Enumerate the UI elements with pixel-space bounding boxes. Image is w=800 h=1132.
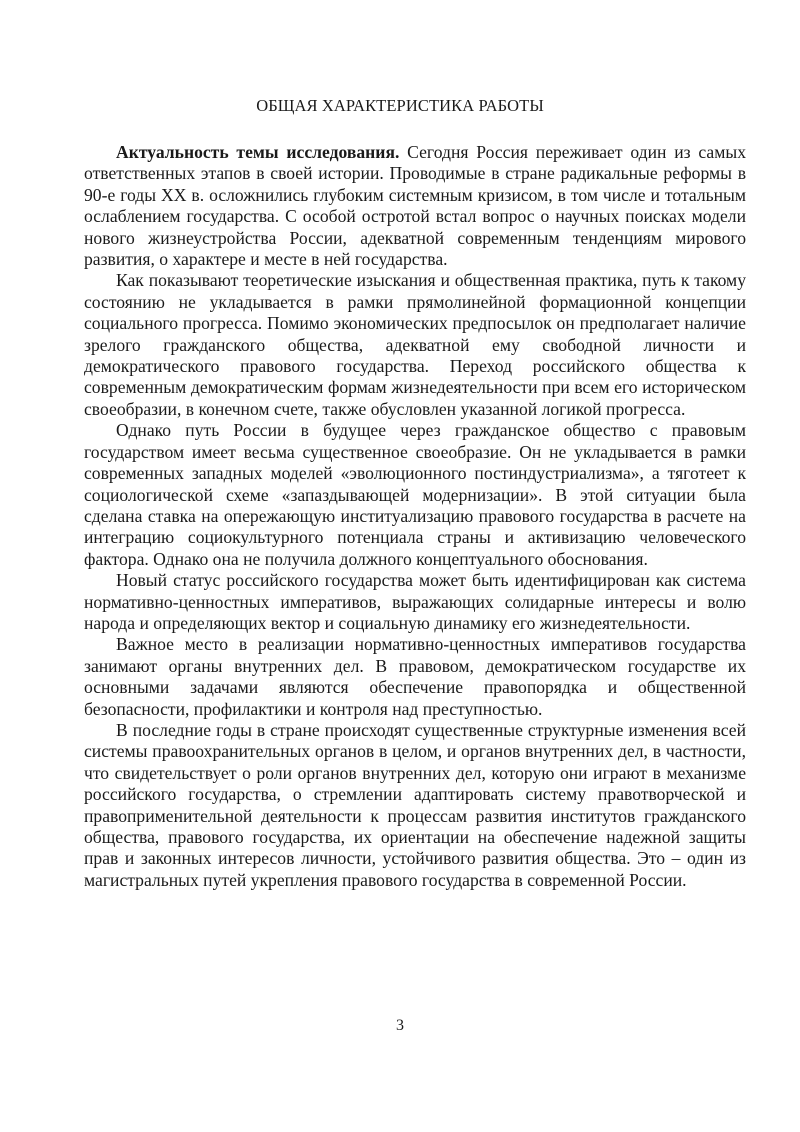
paragraph: Новый статус российского государства может быть идентифицирован как система нормативно-ценностных императивов, выражающих солидарные интересы и волю народа и определяющих вектор и социальную динамику его жизнедеятельности. [84,570,746,633]
paragraph: В последние годы в стране происходят существенные структурные изменения всей системы правоохранительных органов в целом, и органов внутренних дел, в частности, что свидетельствует о роли органов внутренних дел, которую они играют в механизме российского государства, о стремлении адаптировать систему правотворческой и правоприменительной деятельности к процессам развития институтов гражданского общества, правового государства, их ориентации на обеспечение надежной защиты прав и законных интересов личности, устойчивого развития общества. Это – один из магистральных путей укрепления правового государства в современной России. [84,719,746,890]
paragraph: Однако путь России в будущее через гражданское общество с правовым государством имеет весьма существенное своеобразие. Он не укладывается в рамки современных западных моделей «эволюционного постиндустриализма», а тяготеет к социологической схеме «запаздывающей модернизации». В этой ситуации была сделана ставка на опережающую институализацию правового государства в расчете на интеграцию социокультурного потенциала страны и активизацию человеческого фактора. Однако она не получила должного концептуального обоснования. [84,420,746,569]
paragraph: Важное место в реализации нормативно-ценностных императивов государства занимают органы внутренних дел. В правовом, демократическом государстве их основными задачами являются обеспечение правопорядка и общественной безопасности, профилактики и контроля над преступностью. [84,634,746,719]
paragraph: Как показывают теоретические изыскания и общественная практика, путь к такому состоянию не укладывается в рамки прямолинейной формационной концепции социального прогресса. Помимо экономических предпосылок он предполагает наличие зрелого гражданского общества, адекватной ему свободной личности и демократического правового государства. Переход российского общества к современным демократическим формам жизнедеятельности при всем его историческом своеобразии, в конечном счете, также обусловлен указанной логикой прогресса. [84,270,746,419]
section-title: ОБЩАЯ ХАРАКТЕРИСТИКА РАБОТЫ [256,96,544,115]
paragraph-lead: Актуальность темы исследования. [116,142,400,162]
paragraph-relevance [84,142,746,270]
page-number: 3 [396,1017,404,1034]
paragraph-text: Сегодня Россия переживает один из самых ответственных этапов в своей истории. Проводимые в стране радикальные реформы в 90-е годы XX в. осложнились глубоким системным кризисом, в том числе и тотальным ослаблением государства. С особой остротой встал вопрос о научных поисках модели нового жизнеустройства России, адекватной современным тенденциям мирового развития, о характере и месте в ней государства. [84,142,746,270]
body-text [84,142,746,891]
